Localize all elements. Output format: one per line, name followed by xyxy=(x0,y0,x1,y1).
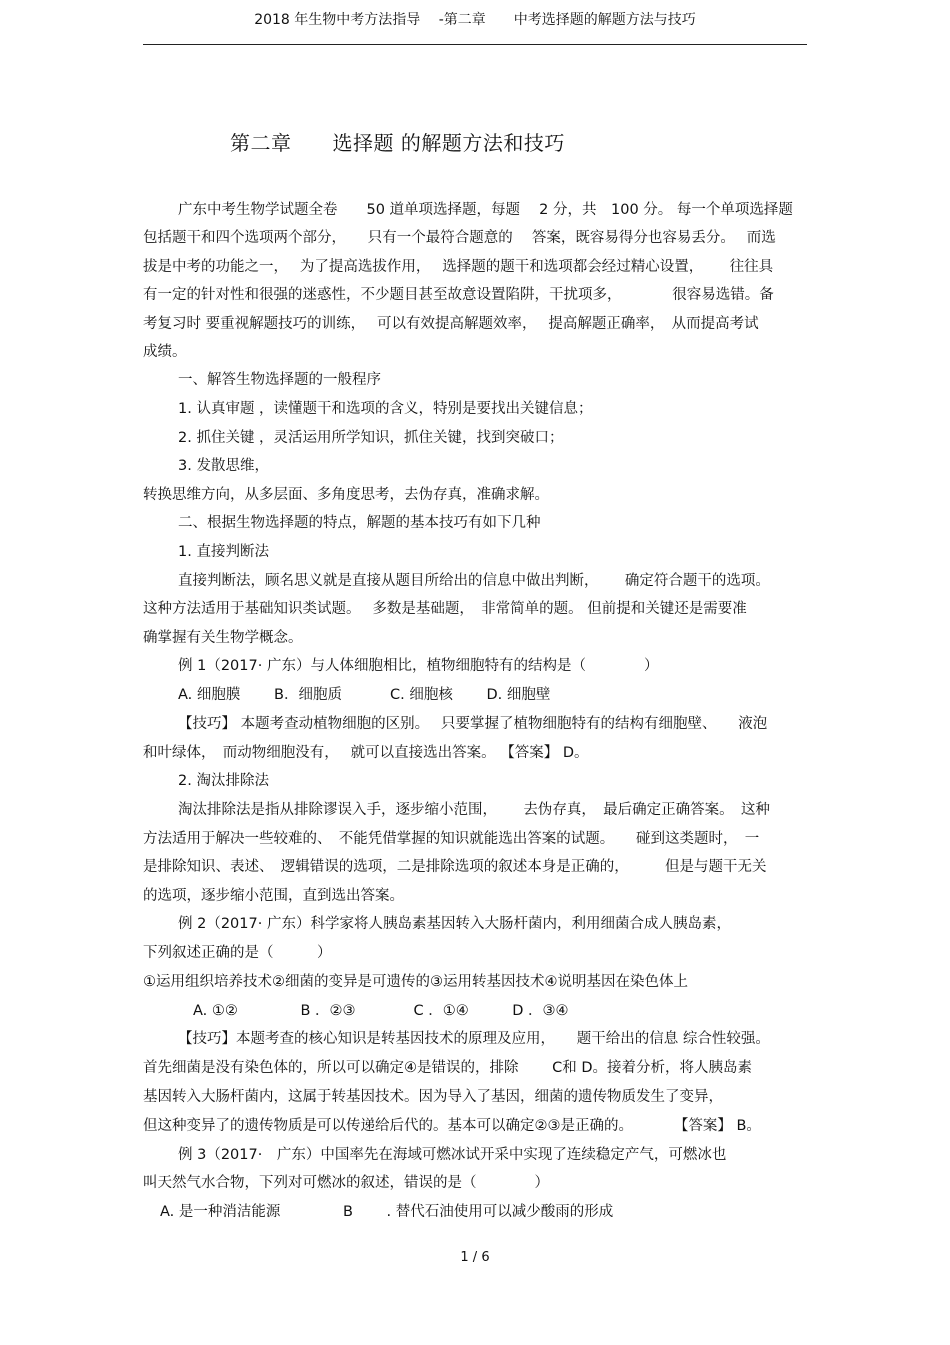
list-item: 3. 发散思维， xyxy=(178,458,269,474)
paragraph-line: 直接判断法，顾名思义就是直接从题目所给出的信息中做出判断， 确定符合题干的选项。 xyxy=(178,573,770,589)
subsection-heading: 2. 淘汰排除法 xyxy=(178,773,269,789)
paragraph-line: 包括题干和四个选项两个部分， 只有一个最符合题意的 答案，既容易得分也容易丢分。 而选 xyxy=(143,230,776,246)
paragraph-line: 但这种变异了的遗传物质是可以传递给后代的。基本可以确定②③是正确的。 【答案】 B。 xyxy=(143,1118,761,1134)
paragraph-line: 拔是中考的功能之一， 为了提高选拔作用， 选择题的题干和选项都会经过精心设置， 往往具 xyxy=(143,259,774,275)
paragraph-line: 和叶绿体， 而动物细胞没有， 就可以直接选出答案。 【答案】 D。 xyxy=(143,745,589,761)
paragraph-line: 叫天然气水合物，下列对可燃冰的叙述，错误的是（ ） xyxy=(143,1175,549,1191)
paragraph-line: 有一定的针对性和很强的迷惑性，不少题目甚至故意设置陷阱，干扰项多， 很容易选错。备 xyxy=(143,287,774,303)
answer-options: A. 细胞膜 B．细胞质 C. 细胞核 D. 细胞壁 xyxy=(178,687,551,703)
paragraph-line: 确掌握有关生物学概念。 xyxy=(143,630,303,646)
answer-options: A. ①② B ．②③ C ．①④ D ．③④ xyxy=(193,1003,569,1019)
running-header: 2018 年生物中考方法指导 -第二章 中考选择题的解题方法与技巧 xyxy=(254,12,696,28)
paragraph-line: 的选项，逐步缩小范围，直到选出答案。 xyxy=(143,888,404,904)
list-item: 2. 抓住关键 ，灵活运用所学知识，抓住关键，找到突破口； xyxy=(178,430,564,446)
paragraph-line: 基因转入大肠杆菌内，这属于转基因技术。因为导入了基因，细菌的遗传物质发生了变异， xyxy=(143,1089,723,1105)
paragraph-line: 首先细菌是没有染色体的，所以可以确定④是错误的，排除 C和 D。接着分析，将人胰岛素 xyxy=(143,1060,753,1076)
paragraph-line: 下列叙述正确的是（ ） xyxy=(143,945,332,961)
paragraph-line: 考复习时 要重视解题技巧的训练， 可以有效提高解题效率， 提高解题正确率， 从而提高考试 xyxy=(143,316,759,332)
paragraph-line: 是排除知识、表述、 逻辑错误的选项，二是排除选项的叙述本身是正确的， 但是与题干无关 xyxy=(143,859,767,875)
paragraph-line: 淘汰排除法是指从排除谬误入手，逐步缩小范围， 去伪存真， 最后确定正确答案。 这种 xyxy=(178,802,770,818)
paragraph-line: 这种方法适用于基础知识类试题。 多数是基础题， 非常简单的题。 但前提和关键还是需要准 xyxy=(143,601,747,617)
section-heading: 二、根据生物选择题的特点，解题的基本技巧有如下几种 xyxy=(178,515,541,531)
paragraph-line: 成绩。 xyxy=(143,344,187,360)
tip-paragraph: 【技巧】本题考查的核心知识是转基因技术的原理及应用， 题干给出的信息 综合性较强。 xyxy=(178,1031,770,1047)
subsection-heading: 1. 直接判断法 xyxy=(178,544,269,560)
page-number: 1 / 6 xyxy=(460,1250,490,1265)
example-question: 例 1（2017· 广东）与人体细胞相比，植物细胞特有的结构是（ ） xyxy=(178,658,659,674)
paragraph-line: 方法适用于解决一些较难的、 不能凭借掌握的知识就能选出答案的试题。 碰到这类题时， 一 xyxy=(143,831,760,847)
paragraph-line: 广东中考生物学试题全卷 50 道单项选择题，每题 2 分，共 100 分。 每一个单项选择题 xyxy=(178,202,793,218)
section-heading: 一、解答生物选择题的一般程序 xyxy=(178,372,381,388)
header-divider xyxy=(143,44,807,45)
example-question: 例 3（2017· 广东）中国率先在海域可燃冰试开采中实现了连续稳定产气，可燃冰也 xyxy=(178,1147,727,1163)
answer-options: A. 是一种消洁能源 B . 替代石油使用可以减少酸雨的形成 xyxy=(160,1204,614,1220)
statement-list: ①运用组织培养技术②细菌的变异是可遗传的③运用转基因技术④说明基因在染色体上 xyxy=(143,974,688,990)
list-item: 1. 认真审题 ，读懂题干和选项的含义，特别是要找出关键信息； xyxy=(178,401,593,417)
paragraph-line: 转换思维方向，从多层面、多角度思考，去伪存真，准确求解。 xyxy=(143,487,549,503)
chapter-title: 第二章 选择题 的解题方法和技巧 xyxy=(230,131,565,155)
example-question: 例 2（2017· 广东）科学家将人胰岛素基因转入大肠杆菌内，利用细菌合成人胰岛素， xyxy=(178,916,731,932)
tip-paragraph: 【技巧】 本题考查动植物细胞的区别。 只要掌握了植物细胞特有的结构有细胞壁、 液泡 xyxy=(178,716,768,732)
